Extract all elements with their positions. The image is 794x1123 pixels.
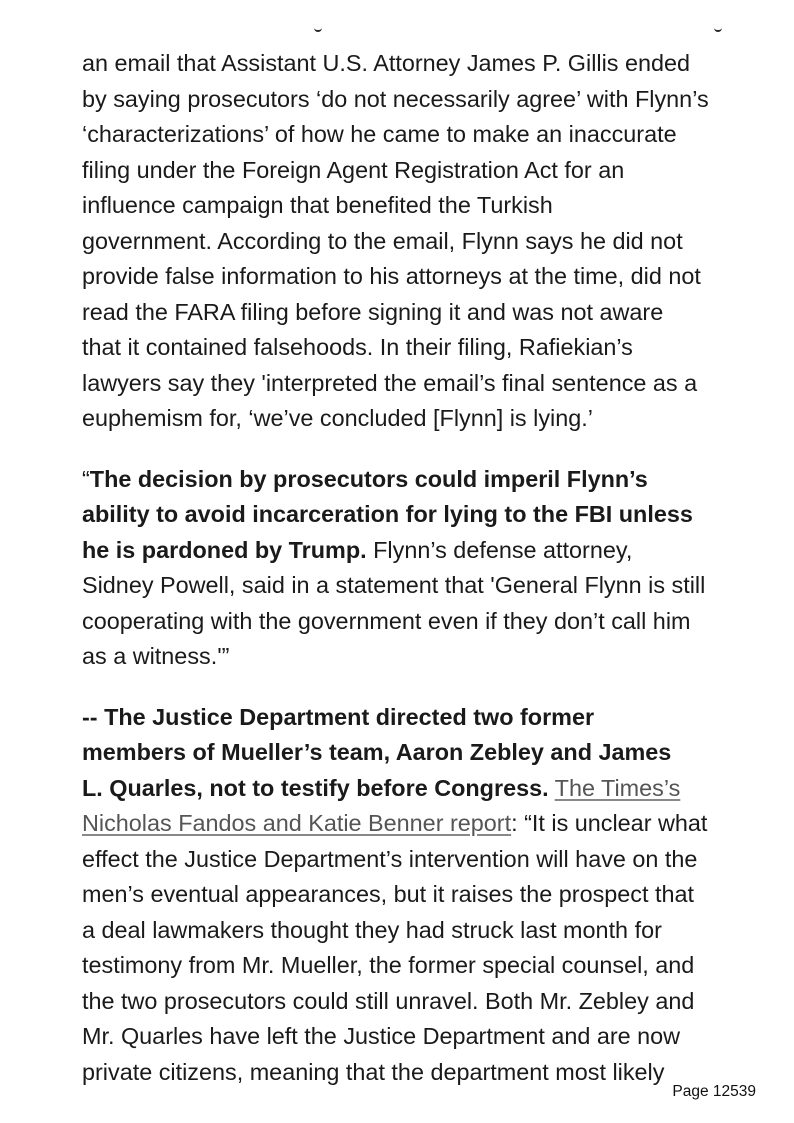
descender-fragment [314, 20, 322, 32]
text-line: influence campaign that benefited the Turkish [82, 192, 553, 218]
page-number: Page 12539 [672, 1083, 756, 1100]
text-line: men’s eventual appearances, but it raises the prospect that [82, 881, 694, 907]
descender-fragment [714, 20, 722, 32]
text-fragment: Flynn’s defense attorney, [366, 536, 633, 563]
times-report-link[interactable]: The Times’s [554, 774, 681, 801]
bold-lead-text: -- The Justice Department directed two former [82, 703, 595, 730]
text-line: by saying prosecutors ‘do not necessarily agree’ with Flynn’s [82, 85, 709, 112]
paragraph-justice-department [82, 700, 742, 1091]
text-line: government. According to the email, Flynn says he did not [82, 227, 683, 254]
text-line: the two prosecutors could still unravel. Both Mr. Zebley and [82, 987, 695, 1014]
text-line: testimony from Mr. Mueller, the former special counsel, and [82, 952, 695, 978]
text-line: as a witness.'” [82, 643, 230, 669]
text-line: that it contained falsehoods. In their filing, Rafiekian’s [82, 334, 633, 360]
text-line [82, 806, 742, 842]
text-line: an email that Assistant U.S. Attorney James P. Gillis ended [82, 50, 691, 76]
paragraph-email [82, 46, 742, 437]
article-body [82, 46, 742, 1115]
bold-lead-text: L. Quarles, not to testify before Congress. [82, 774, 549, 801]
text-line: a deal lawmakers thought they had struck last month for [82, 916, 662, 943]
truncated-previous-line [82, 20, 722, 38]
text-line: lawyers say they 'interpreted the email’s final sentence as a [82, 369, 698, 396]
text-line: filing under the Foreign Agent Registration Act for an [82, 156, 625, 183]
text-line: Mr. Quarles have left the Justice Department and are now [82, 1023, 681, 1049]
text-line [82, 533, 742, 569]
text-line: ‘characterizations’ of how he came to make an inaccurate [82, 121, 677, 147]
text-line: effect the Justice Department’s intervention will have on the [82, 845, 698, 872]
text-line: cooperating with the government even if they don’t call him [82, 607, 691, 634]
text-line: provide false information to his attorneys at the time, did not [82, 263, 701, 289]
paragraph-prosecutors-decision [82, 462, 742, 675]
text-fragment: : “It is unclear what [511, 810, 708, 836]
text-line: Sidney Powell, said in a statement that 'General Flynn is still [82, 572, 706, 598]
text-line: private citizens, meaning that the department most likely [82, 1058, 665, 1085]
text-line [82, 771, 742, 807]
open-quote: “ [82, 465, 90, 492]
bold-lead-text: he is pardoned by Trump. [82, 536, 367, 563]
bold-lead-text: The decision by prosecutors could imperil Flynn’s [89, 465, 648, 492]
text-line: read the FARA filing before signing it and was not aware [82, 298, 664, 325]
text-line: euphemism for, ‘we’ve concluded [Flynn] is lying.’ [82, 405, 593, 431]
times-report-link[interactable]: Nicholas Fandos and Katie Benner report [82, 810, 512, 836]
text-line [82, 462, 742, 498]
bold-lead-text: members of Mueller’s team, Aaron Zebley and James [82, 739, 672, 765]
bold-lead-text: ability to avoid incarceration for lying to the FBI unless [82, 501, 693, 527]
